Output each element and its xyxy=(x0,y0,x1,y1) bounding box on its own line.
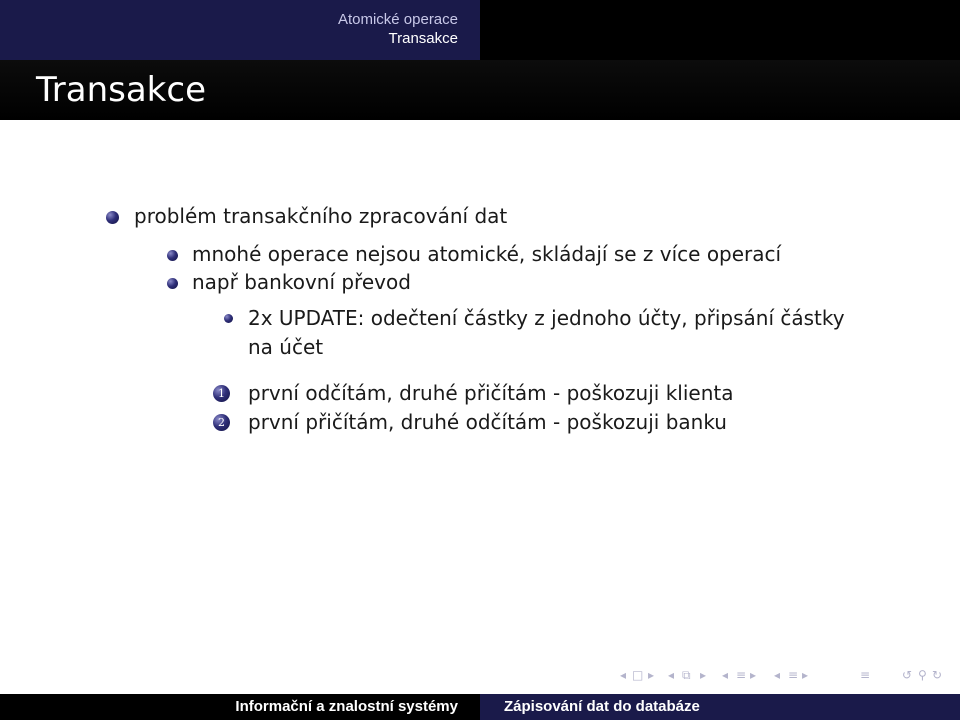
subsection-link[interactable]: Transakce xyxy=(388,30,458,47)
nav-search-icon[interactable]: ⚲ xyxy=(918,668,927,682)
bullet-icon xyxy=(167,250,178,261)
nav-back-icon[interactable]: ↻ xyxy=(932,668,943,682)
enumerated-item: první přičítám, druhé odčítám - poškozuji banku xyxy=(248,410,727,434)
sub-list-item: mnohé operace nejsou atomické, skládají se z více operací xyxy=(192,242,782,266)
nav-left-arrow-icon[interactable]: ◂ xyxy=(774,668,781,682)
footer-course-title: Informační a znalostní systémy xyxy=(235,698,458,715)
bullet-icon xyxy=(167,278,178,289)
subsub-list-item: 2x UPDATE: odečtení částky z jednoho účty, připsání částky xyxy=(248,306,845,330)
nav-right-arrow-icon[interactable]: ▸ xyxy=(648,668,655,682)
enumerate-number-icon: 2 xyxy=(213,414,230,431)
nav-subsection-icon[interactable]: ⧉ xyxy=(682,668,691,682)
frame-title: Transakce xyxy=(36,70,206,110)
nav-frame-icon[interactable]: □ xyxy=(632,668,644,682)
bullet-icon xyxy=(224,314,233,323)
nav-left-arrow-icon[interactable]: ◂ xyxy=(722,668,729,682)
nav-back-icon[interactable]: ↺ xyxy=(902,668,913,682)
list-item-main: problém transakčního zpracování dat xyxy=(134,204,508,228)
nav-left-arrow-icon[interactable]: ◂ xyxy=(668,668,675,682)
nav-right-arrow-icon[interactable]: ▸ xyxy=(750,668,757,682)
subsub-list-item-continuation: na účet xyxy=(248,335,324,359)
sub-list-item: např bankovní převod xyxy=(192,270,411,294)
nav-right-arrow-icon[interactable]: ▸ xyxy=(700,668,707,682)
nav-section-icon[interactable]: ≡ xyxy=(788,668,799,682)
bullet-icon xyxy=(106,211,119,224)
nav-align-icon[interactable]: ≡ xyxy=(860,668,871,682)
enumerated-item: první odčítám, druhé přičítám - poškozuji klienta xyxy=(248,381,734,405)
enumerate-number-icon: 1 xyxy=(213,385,230,402)
nav-right-arrow-icon[interactable]: ▸ xyxy=(802,668,809,682)
footer-right xyxy=(480,694,960,720)
footer-left xyxy=(0,694,480,720)
footer-lecture-title: Zápisování dat do databáze xyxy=(504,698,700,715)
nav-section-icon[interactable]: ≡ xyxy=(736,668,747,682)
nav-left-arrow-icon[interactable]: ◂ xyxy=(620,668,627,682)
section-link[interactable]: Atomické operace xyxy=(337,11,458,28)
